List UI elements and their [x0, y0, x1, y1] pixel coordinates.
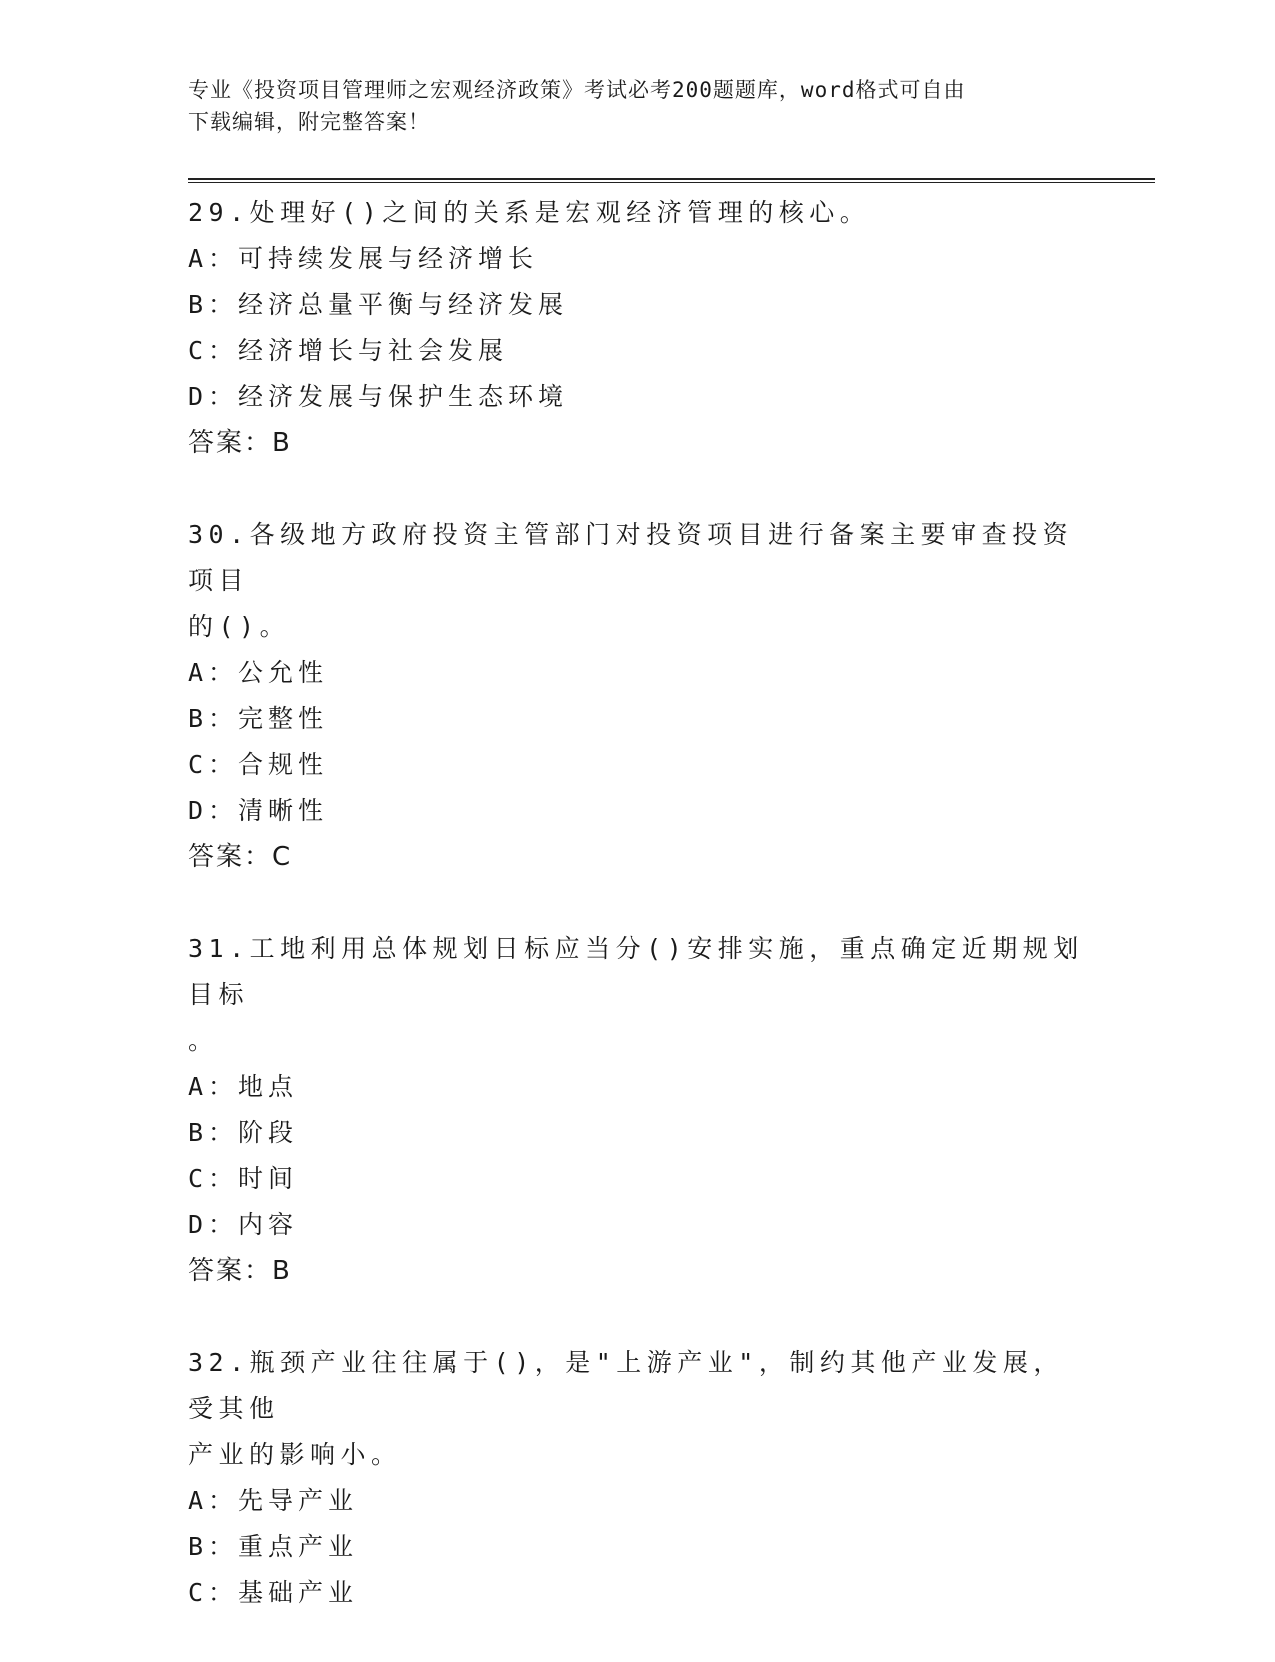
option-b: B：经济总量平衡与经济发展: [188, 290, 569, 319]
question-stem: 29.处理好()之间的关系是宏观经济管理的核心。: [188, 198, 871, 227]
option-a: A：地点: [188, 1072, 299, 1101]
question-stem-continued: 的()。: [188, 612, 291, 641]
header-line-2: 下载编辑，附完整答案！: [188, 110, 430, 134]
question-31: [188, 926, 1088, 1294]
option-c: C：经济增长与社会发展: [188, 336, 509, 365]
answer-line: 答案：B: [188, 428, 292, 458]
header-rule-thin: [188, 182, 1155, 183]
option-a: A：先导产业: [188, 1486, 359, 1515]
question-30: [188, 512, 1088, 880]
question-stem-continued: 产业的影响小。: [188, 1440, 402, 1469]
option-d: D：清晰性: [188, 796, 329, 825]
question-list: [188, 190, 1088, 1662]
option-b: B：重点产业: [188, 1532, 359, 1561]
question-stem-continued: 。: [188, 1026, 219, 1055]
question-32: [188, 1340, 1088, 1616]
option-d: D：内容: [188, 1210, 299, 1239]
question-stem: 30.各级地方政府投资主管部门对投资项目进行备案主要审查投资项目: [188, 520, 1074, 595]
answer-line: 答案：B: [188, 1256, 292, 1286]
option-c: C：时间: [188, 1164, 299, 1193]
option-d: D：经济发展与保护生态环境: [188, 382, 569, 411]
option-a: A：公允性: [188, 658, 329, 687]
document-header: [188, 74, 1068, 138]
option-b: B：完整性: [188, 704, 329, 733]
option-c: C：基础产业: [188, 1578, 359, 1607]
option-a: A：可持续发展与经济增长: [188, 244, 539, 273]
answer-line: 答案：C: [188, 842, 293, 872]
question-stem: 31.工地利用总体规划日标应当分()安排实施，重点确定近期规划目标: [188, 934, 1084, 1009]
question-stem: 32.瓶颈产业往往属于()，是"上游产业"，制约其他产业发展，受其他: [188, 1348, 1064, 1423]
option-c: C：合规性: [188, 750, 329, 779]
header-line-1: 专业《投资项目管理师之宏观经济政策》考试必考200题题库，word格式可自由: [188, 78, 966, 102]
question-29: [188, 190, 1088, 466]
option-b: B：阶段: [188, 1118, 299, 1147]
header-rule-thick: [188, 178, 1155, 180]
